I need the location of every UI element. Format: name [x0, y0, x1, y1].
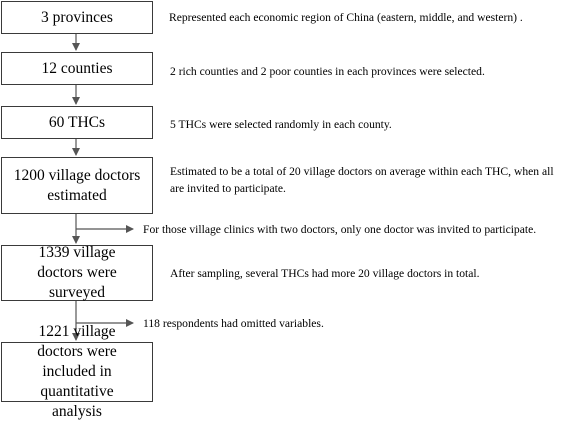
- step-label: 1221 village doctors were included in quantitative analysis: [37, 323, 117, 420]
- step-note-surveyed: After sampling, several THCs had more 20 village doctors in total.: [170, 267, 480, 280]
- step-box-estimated: [1, 157, 153, 214]
- step-label: 1200 village doctors estimated: [13, 166, 141, 204]
- step-box-thcs: [1, 106, 153, 139]
- step-box-included: [1, 323, 153, 420]
- step-note-provinces: Represented each economic region of China (eastern, middle, and western) .: [169, 11, 523, 24]
- step-box-surveyed: [1, 245, 153, 301]
- step-note-thcs: 5 THCs were selected randomly in each county.: [170, 118, 392, 131]
- step-label: 12 counties: [41, 59, 113, 77]
- step-label: 1339 village doctors were surveyed: [37, 244, 117, 301]
- step-label: 3 provinces: [41, 8, 113, 26]
- step-box-provinces: [1, 1, 153, 34]
- step-note-estimated: Estimated to be a total of 20 village doctors on average within each THC, when all are invited to participate.: [170, 165, 554, 195]
- step-note-counties: 2 rich counties and 2 poor counties in each provinces were selected.: [170, 65, 485, 78]
- step-label: 60 THCs: [48, 113, 106, 131]
- exclusion-note-omitted: 118 respondents had omitted variables.: [143, 317, 324, 330]
- step-box-counties: [1, 52, 153, 85]
- exclusion-note-two-doctors: For those village clinics with two doctors, only one doctor was invited to participate.: [143, 223, 537, 236]
